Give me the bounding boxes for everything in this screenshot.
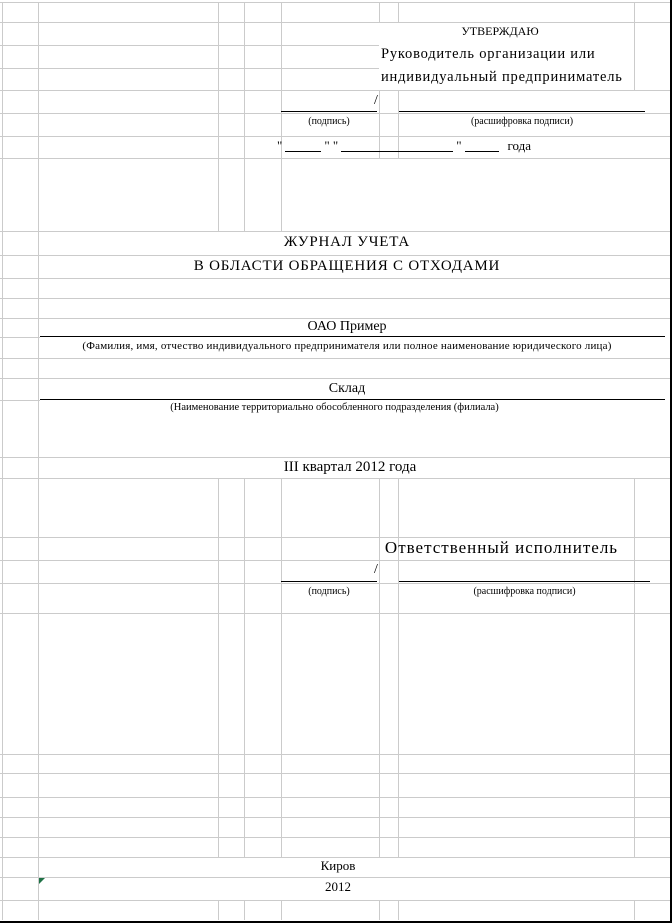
gridline [218,2,219,231]
gridline [0,378,670,379]
gridline [0,113,670,114]
division-underline [40,399,665,401]
slash-separator-top: / [374,93,378,108]
gridline [0,817,670,818]
gridline [634,2,635,90]
year-cell[interactable]: 2012 [325,879,351,894]
signature-line-top-left [281,111,377,113]
gridline [0,158,670,159]
city-cell[interactable]: Киров [320,858,356,873]
date-month-blank [341,139,453,152]
gridline [244,900,245,920]
date-day-blank [285,139,321,152]
cell-error-indicator-icon [39,878,45,884]
gridline [0,136,670,137]
gridline [0,90,670,91]
gridline [281,900,282,920]
gridline [0,754,670,755]
gridline [0,613,670,614]
signature-decode-caption-bottom[interactable]: (расшифровка подписи) [473,586,576,597]
signature-line-bottom-left [281,581,377,583]
gridline [398,900,399,920]
period-cell[interactable]: III квартал 2012 года [283,459,417,475]
signature-caption-bottom[interactable]: (подпись) [308,586,350,597]
gridline [0,560,670,561]
approver-line-1[interactable]: Руководитель организации или [381,46,596,62]
gridline [0,457,670,458]
gridline [0,278,670,279]
organization-name-cell[interactable]: ОАО Пример [307,319,387,334]
signature-caption-top[interactable]: (подпись) [308,116,350,127]
gridline [0,22,670,23]
date-close-quote: " [456,138,462,153]
responsible-label-cell[interactable]: Ответственный исполнитель [384,538,619,557]
journal-title-line-1[interactable]: ЖУРНАЛ УЧЕТА [283,234,411,250]
gridline [0,837,670,838]
slash-separator-bottom: / [374,562,378,577]
gridline [0,298,670,299]
gridline [0,358,670,359]
date-open-quote: " [277,138,283,153]
journal-title-line-2[interactable]: В ОБЛАСТИ ОБРАЩЕНИЯ С ОТХОДАМИ [193,258,501,274]
signature-line-top-right [399,111,645,113]
gridline [0,797,670,798]
gridline [218,478,219,857]
gridline [379,900,380,920]
gridline [218,900,219,920]
approve-stamp-cell[interactable]: УТВЕРЖДАЮ [461,24,539,38]
gridline [0,400,40,401]
organization-underline [40,336,665,338]
gridline [0,2,670,3]
division-caption[interactable]: (Наименование территориально обособленного подразделения (филиала) [170,402,499,413]
gridline [398,2,399,22]
gridline [0,773,670,774]
gridline [281,478,282,857]
gridline [0,337,40,338]
gridline [2,2,3,920]
gridline [0,68,379,69]
gridline [244,478,245,857]
gridline [634,900,635,920]
division-name-cell[interactable]: Склад [328,381,366,396]
date-middle-quotes: " " [324,138,339,153]
gridline [244,2,245,231]
approver-line-2[interactable]: индивидуальный предприниматель [381,69,623,85]
gridline [0,583,670,584]
gridline [0,478,670,479]
gridline [634,478,635,857]
gridline [0,255,670,256]
signature-line-bottom-right [399,581,650,583]
signature-decode-caption-top[interactable]: (расшифровка подписи) [470,116,574,127]
gridline [0,900,670,901]
organization-caption[interactable]: (Фамилия, имя, отчество индивидуального предпринимателя или полное наименование юридического лица) [82,340,612,352]
date-suffix: года [507,138,532,153]
gridline [0,877,670,878]
gridline [379,478,380,857]
gridline [379,2,380,22]
date-cell[interactable] [277,139,531,154]
gridline [0,231,670,232]
date-year-blank [465,139,499,152]
gridline [0,45,379,46]
gridline [398,478,399,857]
